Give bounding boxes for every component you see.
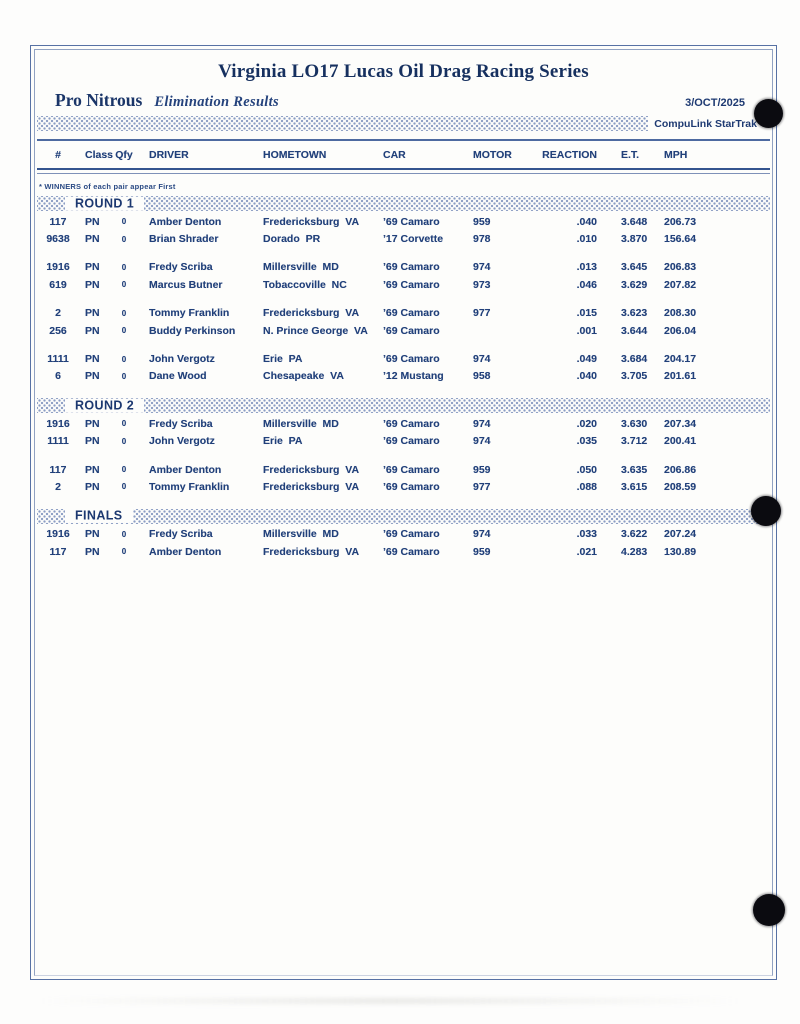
cell-mph: 206.04 bbox=[664, 324, 697, 337]
cell-et: 4.283 bbox=[621, 545, 648, 558]
cell-class: PN bbox=[85, 480, 100, 493]
header-divider-row bbox=[37, 116, 770, 131]
column-header-car: CAR bbox=[383, 148, 406, 161]
cell-reaction: .049 bbox=[576, 353, 597, 366]
table-header bbox=[37, 141, 770, 170]
cell-qualify: 0 bbox=[121, 436, 127, 446]
cell-motor: 974 bbox=[473, 353, 491, 366]
cell-mph: 130.89 bbox=[664, 545, 697, 558]
cell-et: 3.615 bbox=[621, 480, 648, 493]
cell-entry-number: 1111 bbox=[47, 353, 69, 366]
column-header-reaction: REACTION bbox=[542, 148, 597, 161]
cell-qualify: 0 bbox=[121, 217, 127, 227]
cell-hometown: Erie PA bbox=[263, 435, 303, 448]
cell-class: PN bbox=[85, 353, 100, 366]
cell-motor: 974 bbox=[473, 435, 491, 448]
table-row bbox=[37, 461, 770, 478]
cell-driver: John Vergotz bbox=[149, 435, 215, 448]
table-row bbox=[37, 368, 770, 385]
table-row bbox=[37, 415, 770, 432]
cell-reaction: .040 bbox=[576, 370, 597, 383]
cell-reaction: .001 bbox=[576, 324, 597, 337]
cell-mph: 201.61 bbox=[664, 370, 697, 383]
cell-entry-number: 6 bbox=[55, 370, 61, 383]
cell-hometown: Fredericksburg VA bbox=[263, 480, 360, 493]
cell-car: ’17 Corvette bbox=[383, 233, 444, 246]
cell-hometown: Fredericksburg VA bbox=[263, 307, 360, 320]
cell-hometown: Fredericksburg VA bbox=[263, 545, 360, 558]
cell-car: ’69 Camaro bbox=[383, 278, 440, 291]
cell-class: PN bbox=[85, 215, 100, 228]
cell-reaction: .046 bbox=[576, 278, 597, 291]
horizontal-rule bbox=[37, 139, 770, 141]
hole-punch-mark bbox=[753, 894, 785, 926]
table-row bbox=[37, 305, 770, 322]
column-header-et: E.T. bbox=[621, 148, 640, 161]
report-subheader bbox=[37, 90, 770, 111]
cell-hometown: Tobaccoville NC bbox=[263, 278, 347, 291]
column-header-mph: MPH bbox=[664, 148, 688, 161]
page-title: Virginia LO17 Lucas Oil Drag Racing Series bbox=[218, 61, 589, 82]
cell-reaction: .021 bbox=[576, 545, 597, 558]
cell-entry-number: 1916 bbox=[46, 261, 70, 274]
cell-class: PN bbox=[85, 324, 100, 337]
table-header-underline bbox=[37, 173, 770, 174]
cell-reaction: .013 bbox=[576, 261, 597, 274]
cell-et: 3.644 bbox=[621, 324, 648, 337]
cell-driver: Fredy Scriba bbox=[149, 417, 213, 430]
cell-mph: 206.86 bbox=[664, 463, 697, 476]
cell-driver: Tommy Franklin bbox=[149, 307, 230, 320]
cell-entry-number: 1916 bbox=[46, 528, 70, 541]
table-row bbox=[37, 350, 770, 367]
cell-qualify: 0 bbox=[121, 308, 127, 318]
cell-hometown: Millersville MD bbox=[263, 417, 339, 430]
hole-punch-mark bbox=[754, 99, 783, 128]
cell-driver: John Vergotz bbox=[149, 353, 215, 366]
table-row bbox=[37, 478, 770, 495]
cell-mph: 207.34 bbox=[664, 417, 697, 430]
cell-qualify: 0 bbox=[121, 262, 127, 272]
cell-driver: Brian Shrader bbox=[149, 233, 219, 246]
cell-car: ’69 Camaro bbox=[383, 417, 440, 430]
cell-qualify: 0 bbox=[121, 547, 127, 557]
table-row bbox=[37, 230, 770, 247]
cell-reaction: .033 bbox=[576, 528, 597, 541]
table-row bbox=[37, 543, 770, 560]
class-name: Pro Nitrous bbox=[55, 90, 143, 110]
section-label: ROUND 2 bbox=[65, 398, 144, 412]
cell-car: ’69 Camaro bbox=[383, 463, 440, 476]
cell-et: 3.645 bbox=[621, 261, 648, 274]
column-header-qualify: Qfy bbox=[115, 148, 133, 161]
cell-qualify: 0 bbox=[121, 280, 127, 290]
cell-et: 3.648 bbox=[621, 215, 648, 228]
cell-qualify: 0 bbox=[121, 326, 127, 336]
cell-hometown: Millersville MD bbox=[263, 261, 339, 274]
section-rows-finals bbox=[37, 526, 770, 561]
cell-hometown: Fredericksburg VA bbox=[263, 215, 360, 228]
cell-hometown: Dorado PR bbox=[263, 233, 321, 246]
table-row bbox=[37, 259, 770, 276]
timing-system-brand: CompuLink StarTrak bbox=[654, 117, 757, 130]
cell-hometown: N. Prince George VA bbox=[263, 324, 368, 337]
column-header-motor: MOTOR bbox=[473, 148, 512, 161]
cell-hometown: Erie PA bbox=[263, 353, 303, 366]
cell-qualify: 0 bbox=[121, 371, 127, 381]
cell-car: ’69 Camaro bbox=[383, 353, 440, 366]
table-row bbox=[37, 213, 770, 230]
hole-punch-mark bbox=[751, 496, 781, 526]
cell-car: ’69 Camaro bbox=[383, 480, 440, 493]
cell-motor: 977 bbox=[473, 307, 491, 320]
cell-et: 3.635 bbox=[621, 463, 648, 476]
section-rows-round-2 bbox=[37, 415, 770, 496]
cell-hometown: Fredericksburg VA bbox=[263, 463, 360, 476]
cell-driver: Tommy Franklin bbox=[149, 480, 230, 493]
cell-car: ’69 Camaro bbox=[383, 435, 440, 448]
cell-class: PN bbox=[85, 233, 100, 246]
cell-mph: 208.59 bbox=[664, 480, 697, 493]
section-label: FINALS bbox=[65, 509, 133, 523]
cell-reaction: .088 bbox=[576, 480, 597, 493]
report-subtitle: Elimination Results bbox=[154, 94, 279, 110]
section-rows-round-1 bbox=[37, 213, 770, 385]
cell-hometown: Millersville MD bbox=[263, 528, 339, 541]
table-row bbox=[37, 276, 770, 293]
section-header-round-2 bbox=[37, 398, 770, 413]
cell-mph: 206.83 bbox=[664, 261, 697, 274]
cell-motor: 977 bbox=[473, 480, 491, 493]
cell-entry-number: 256 bbox=[49, 324, 67, 337]
cell-reaction: .050 bbox=[576, 463, 597, 476]
cell-reaction: .035 bbox=[576, 435, 597, 448]
cell-entry-number: 117 bbox=[49, 215, 67, 228]
cell-et: 3.705 bbox=[621, 370, 648, 383]
cell-et: 3.630 bbox=[621, 417, 648, 430]
column-header-class: Class bbox=[85, 148, 114, 161]
cell-driver: Fredy Scriba bbox=[149, 528, 213, 541]
cell-mph: 207.24 bbox=[664, 528, 697, 541]
cell-entry-number: 9638 bbox=[46, 233, 70, 246]
cell-motor: 959 bbox=[473, 463, 491, 476]
page-content bbox=[31, 61, 776, 994]
cell-qualify: 0 bbox=[121, 419, 127, 429]
event-date: 3/OCT/2025 bbox=[685, 97, 745, 109]
cell-car: ’69 Camaro bbox=[383, 307, 440, 320]
cell-mph: 156.64 bbox=[664, 233, 697, 246]
cell-car: ’12 Mustang bbox=[383, 370, 444, 383]
results-sheet bbox=[30, 45, 777, 980]
cell-class: PN bbox=[85, 545, 100, 558]
winners-note: * WINNERS of each pair appear First bbox=[39, 182, 176, 191]
cell-reaction: .040 bbox=[576, 215, 597, 228]
cell-mph: 200.41 bbox=[664, 435, 697, 448]
cell-driver: Amber Denton bbox=[149, 215, 222, 228]
column-header-driver: DRIVER bbox=[149, 148, 189, 161]
cell-car: ’69 Camaro bbox=[383, 261, 440, 274]
halftone-bar bbox=[37, 116, 648, 131]
scan-artifact bbox=[40, 998, 740, 1004]
cell-car: ’69 Camaro bbox=[383, 545, 440, 558]
cell-et: 3.629 bbox=[621, 278, 648, 291]
cell-driver: Fredy Scriba bbox=[149, 261, 213, 274]
cell-motor: 959 bbox=[473, 545, 491, 558]
cell-reaction: .015 bbox=[576, 307, 597, 320]
cell-qualify: 0 bbox=[121, 354, 127, 364]
section-header-finals bbox=[37, 509, 770, 524]
column-header-hometown: HOMETOWN bbox=[263, 148, 327, 161]
cell-qualify: 0 bbox=[121, 482, 127, 492]
cell-class: PN bbox=[85, 463, 100, 476]
cell-motor: 974 bbox=[473, 417, 491, 430]
cell-entry-number: 2 bbox=[55, 480, 61, 493]
cell-reaction: .020 bbox=[576, 417, 597, 430]
cell-qualify: 0 bbox=[121, 465, 127, 475]
cell-hometown: Chesapeake VA bbox=[263, 370, 344, 383]
cell-et: 3.870 bbox=[621, 233, 648, 246]
cell-class: PN bbox=[85, 370, 100, 383]
cell-qualify: 0 bbox=[121, 234, 127, 244]
cell-et: 3.622 bbox=[621, 528, 648, 541]
cell-motor: 959 bbox=[473, 215, 491, 228]
cell-class: PN bbox=[85, 417, 100, 430]
cell-motor: 958 bbox=[473, 370, 491, 383]
cell-entry-number: 117 bbox=[49, 463, 67, 476]
cell-class: PN bbox=[85, 261, 100, 274]
cell-car: ’69 Camaro bbox=[383, 215, 440, 228]
column-header-number: # bbox=[55, 148, 61, 161]
table-row bbox=[37, 322, 770, 339]
section-label: ROUND 1 bbox=[65, 196, 144, 210]
cell-driver: Marcus Butner bbox=[149, 278, 223, 291]
cell-entry-number: 1916 bbox=[46, 417, 70, 430]
cell-motor: 974 bbox=[473, 528, 491, 541]
cell-qualify: 0 bbox=[121, 529, 127, 539]
cell-car: ’69 Camaro bbox=[383, 324, 440, 337]
cell-entry-number: 619 bbox=[49, 278, 67, 291]
cell-driver: Dane Wood bbox=[149, 370, 207, 383]
cell-et: 3.623 bbox=[621, 307, 648, 320]
cell-mph: 207.82 bbox=[664, 278, 697, 291]
cell-entry-number: 2 bbox=[55, 307, 61, 320]
cell-driver: Amber Denton bbox=[149, 463, 222, 476]
cell-class: PN bbox=[85, 307, 100, 320]
cell-entry-number: 1111 bbox=[47, 435, 69, 448]
cell-mph: 208.30 bbox=[664, 307, 697, 320]
cell-class: PN bbox=[85, 435, 100, 448]
cell-class: PN bbox=[85, 528, 100, 541]
cell-reaction: .010 bbox=[576, 233, 597, 246]
cell-mph: 204.17 bbox=[664, 353, 697, 366]
cell-class: PN bbox=[85, 278, 100, 291]
cell-car: ’69 Camaro bbox=[383, 528, 440, 541]
cell-motor: 978 bbox=[473, 233, 491, 246]
cell-et: 3.684 bbox=[621, 353, 648, 366]
cell-entry-number: 117 bbox=[49, 545, 67, 558]
cell-et: 3.712 bbox=[621, 435, 648, 448]
cell-mph: 206.73 bbox=[664, 215, 697, 228]
cell-driver: Buddy Perkinson bbox=[149, 324, 236, 337]
cell-motor: 974 bbox=[473, 261, 491, 274]
section-header-round-1 bbox=[37, 196, 770, 211]
cell-driver: Amber Denton bbox=[149, 545, 222, 558]
table-row bbox=[37, 526, 770, 543]
cell-motor: 973 bbox=[473, 278, 491, 291]
table-row bbox=[37, 433, 770, 450]
